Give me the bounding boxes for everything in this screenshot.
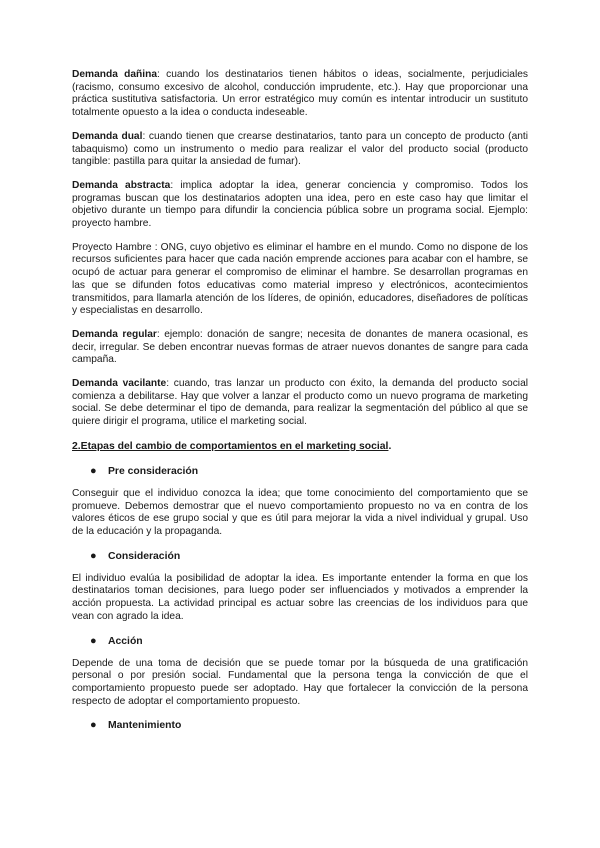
section-heading-text: 2.Etapas del cambio de comportamientos en el marketing social bbox=[72, 440, 389, 452]
term: Demanda dual bbox=[72, 130, 143, 142]
stage-text-pre-consideracion bbox=[72, 488, 528, 539]
stage-title: Mantenimiento bbox=[108, 720, 182, 732]
stage-title: Acción bbox=[108, 635, 143, 647]
definition: : implica adoptar la idea, generar conciencia y compromiso. Todos los programas buscan que los destinatarios adopten una idea, pero en este caso hay que limitar el objetivo durante un tiempo para difundir la conciencia pública sobre un programa social. Ejemplo: proyecto hambre. bbox=[72, 179, 528, 230]
term: Demanda dañina bbox=[72, 69, 157, 80]
paragraph-demanda-regular bbox=[72, 329, 528, 367]
term: Demanda regular bbox=[72, 328, 157, 340]
stage-heading-mantenimiento bbox=[90, 719, 528, 732]
paragraph-proyecto-hambre bbox=[72, 242, 528, 318]
stage-heading-pre-consideracion bbox=[90, 465, 528, 478]
definition: : cuando los destinatarios tienen hábitos o ideas, socialmente, perjudiciales (racismo, consumo excesivo de alcohol, conducción imprudente, etc.). Hay que proporcionar una práctica sustitutiva satisfactoria. Un error estratégico muy común es intentar introducir un sustituto totalmente opuesto a la idea o conducta indeseable. bbox=[72, 69, 528, 119]
term: Demanda vacilante bbox=[72, 378, 167, 390]
body-text: Conseguir que el individuo conozca la idea; que tome conocimiento del comportamiento que se promueve. Debemos demostrar que el nuevo comportamiento propuesto no va en contra de los valores éticos de ese grupo social y que es útil para mejorar la vida a nivel individual y grupal. Uso de la educación y la propaganda. bbox=[72, 487, 528, 537]
stage-text-consideracion bbox=[72, 573, 528, 624]
stage-title: Pre consideración bbox=[108, 465, 199, 477]
section-heading bbox=[72, 440, 528, 453]
stage-title: Consideración bbox=[108, 550, 181, 562]
bullet-icon: ● bbox=[90, 719, 97, 732]
section-heading-period: . bbox=[388, 440, 392, 452]
definition: : cuando, tras lanzar un producto con éxito, la demanda del producto social comienza a debilitarse. Hay que volver a lanzar el producto como un nuevo programa de marketing social. Se debe determinar el tipo de demanda, para realizar la segmentación del público al que se quiere dirigir el programa, utilice el marketing social. bbox=[72, 378, 529, 428]
bullet-icon: ● bbox=[90, 549, 97, 562]
definition: : ejemplo: donación de sangre; necesita de donantes de manera ocasional, es decir, irregular. Se deben encontrar nuevas formas de atraer nuevos donantes de sangre para cada campaña. bbox=[72, 328, 528, 366]
body-text: El individuo evalúa la posibilidad de adoptar la idea. Es importante entender la forma en que los destinatarios toman decisiones, para luego poder ser influenciados y motivados a emprender la acción propuesta. La actividad principal es actuar sobre las creencias de los individuos para que vean con agrado la idea. bbox=[72, 572, 528, 622]
term: Demanda abstracta bbox=[72, 179, 171, 191]
definition: : cuando tienen que crearse destinatarios, tanto para un concepto de producto (anti tabaquismo) como un instrumento o medio para realizar el valor del producto social (producto tangible: pastilla para quitar la ansiedad de fumar). bbox=[72, 130, 528, 168]
document-body bbox=[72, 69, 528, 742]
body-text: Proyecto Hambre : ONG, cuyo objetivo es eliminar el hambre en el mundo. Como no dispone de los recursos suficientes para hacer que cada nación emprende acciones para acabar con el hambre, se ocupó de actuar para generar el compromiso de eliminar el hambre. Se desarrollan programas en las que se difunden fotos educativas como material impreso y electrónicos, acontecimientos transmitidos, para llamarla atención de los líderes, de opinión, educadores, diseñadores de políticas y especialistas en desarrollo. bbox=[72, 241, 528, 317]
body-text: Depende de una toma de decisión que se puede tomar por la búsqueda de una gratificación personal o por presión social. Fundamental que la persona tenga la convicción de que el comportamiento propuesto puede ser adoptado. Hay que fortalecer la convicción de la persona respecto de adoptar el comportamiento propuesto. bbox=[72, 657, 528, 707]
paragraph-demanda-dual bbox=[72, 131, 528, 169]
paragraph-demanda-vacilante bbox=[72, 378, 528, 429]
bullet-icon: ● bbox=[90, 634, 97, 647]
paragraph-demanda-abstracta bbox=[72, 180, 528, 231]
bullet-icon: ● bbox=[90, 464, 97, 477]
stage-heading-consideracion bbox=[90, 550, 528, 563]
stage-text-accion bbox=[72, 658, 528, 709]
stage-heading-accion bbox=[90, 635, 528, 648]
paragraph-demanda-danina bbox=[72, 69, 528, 120]
